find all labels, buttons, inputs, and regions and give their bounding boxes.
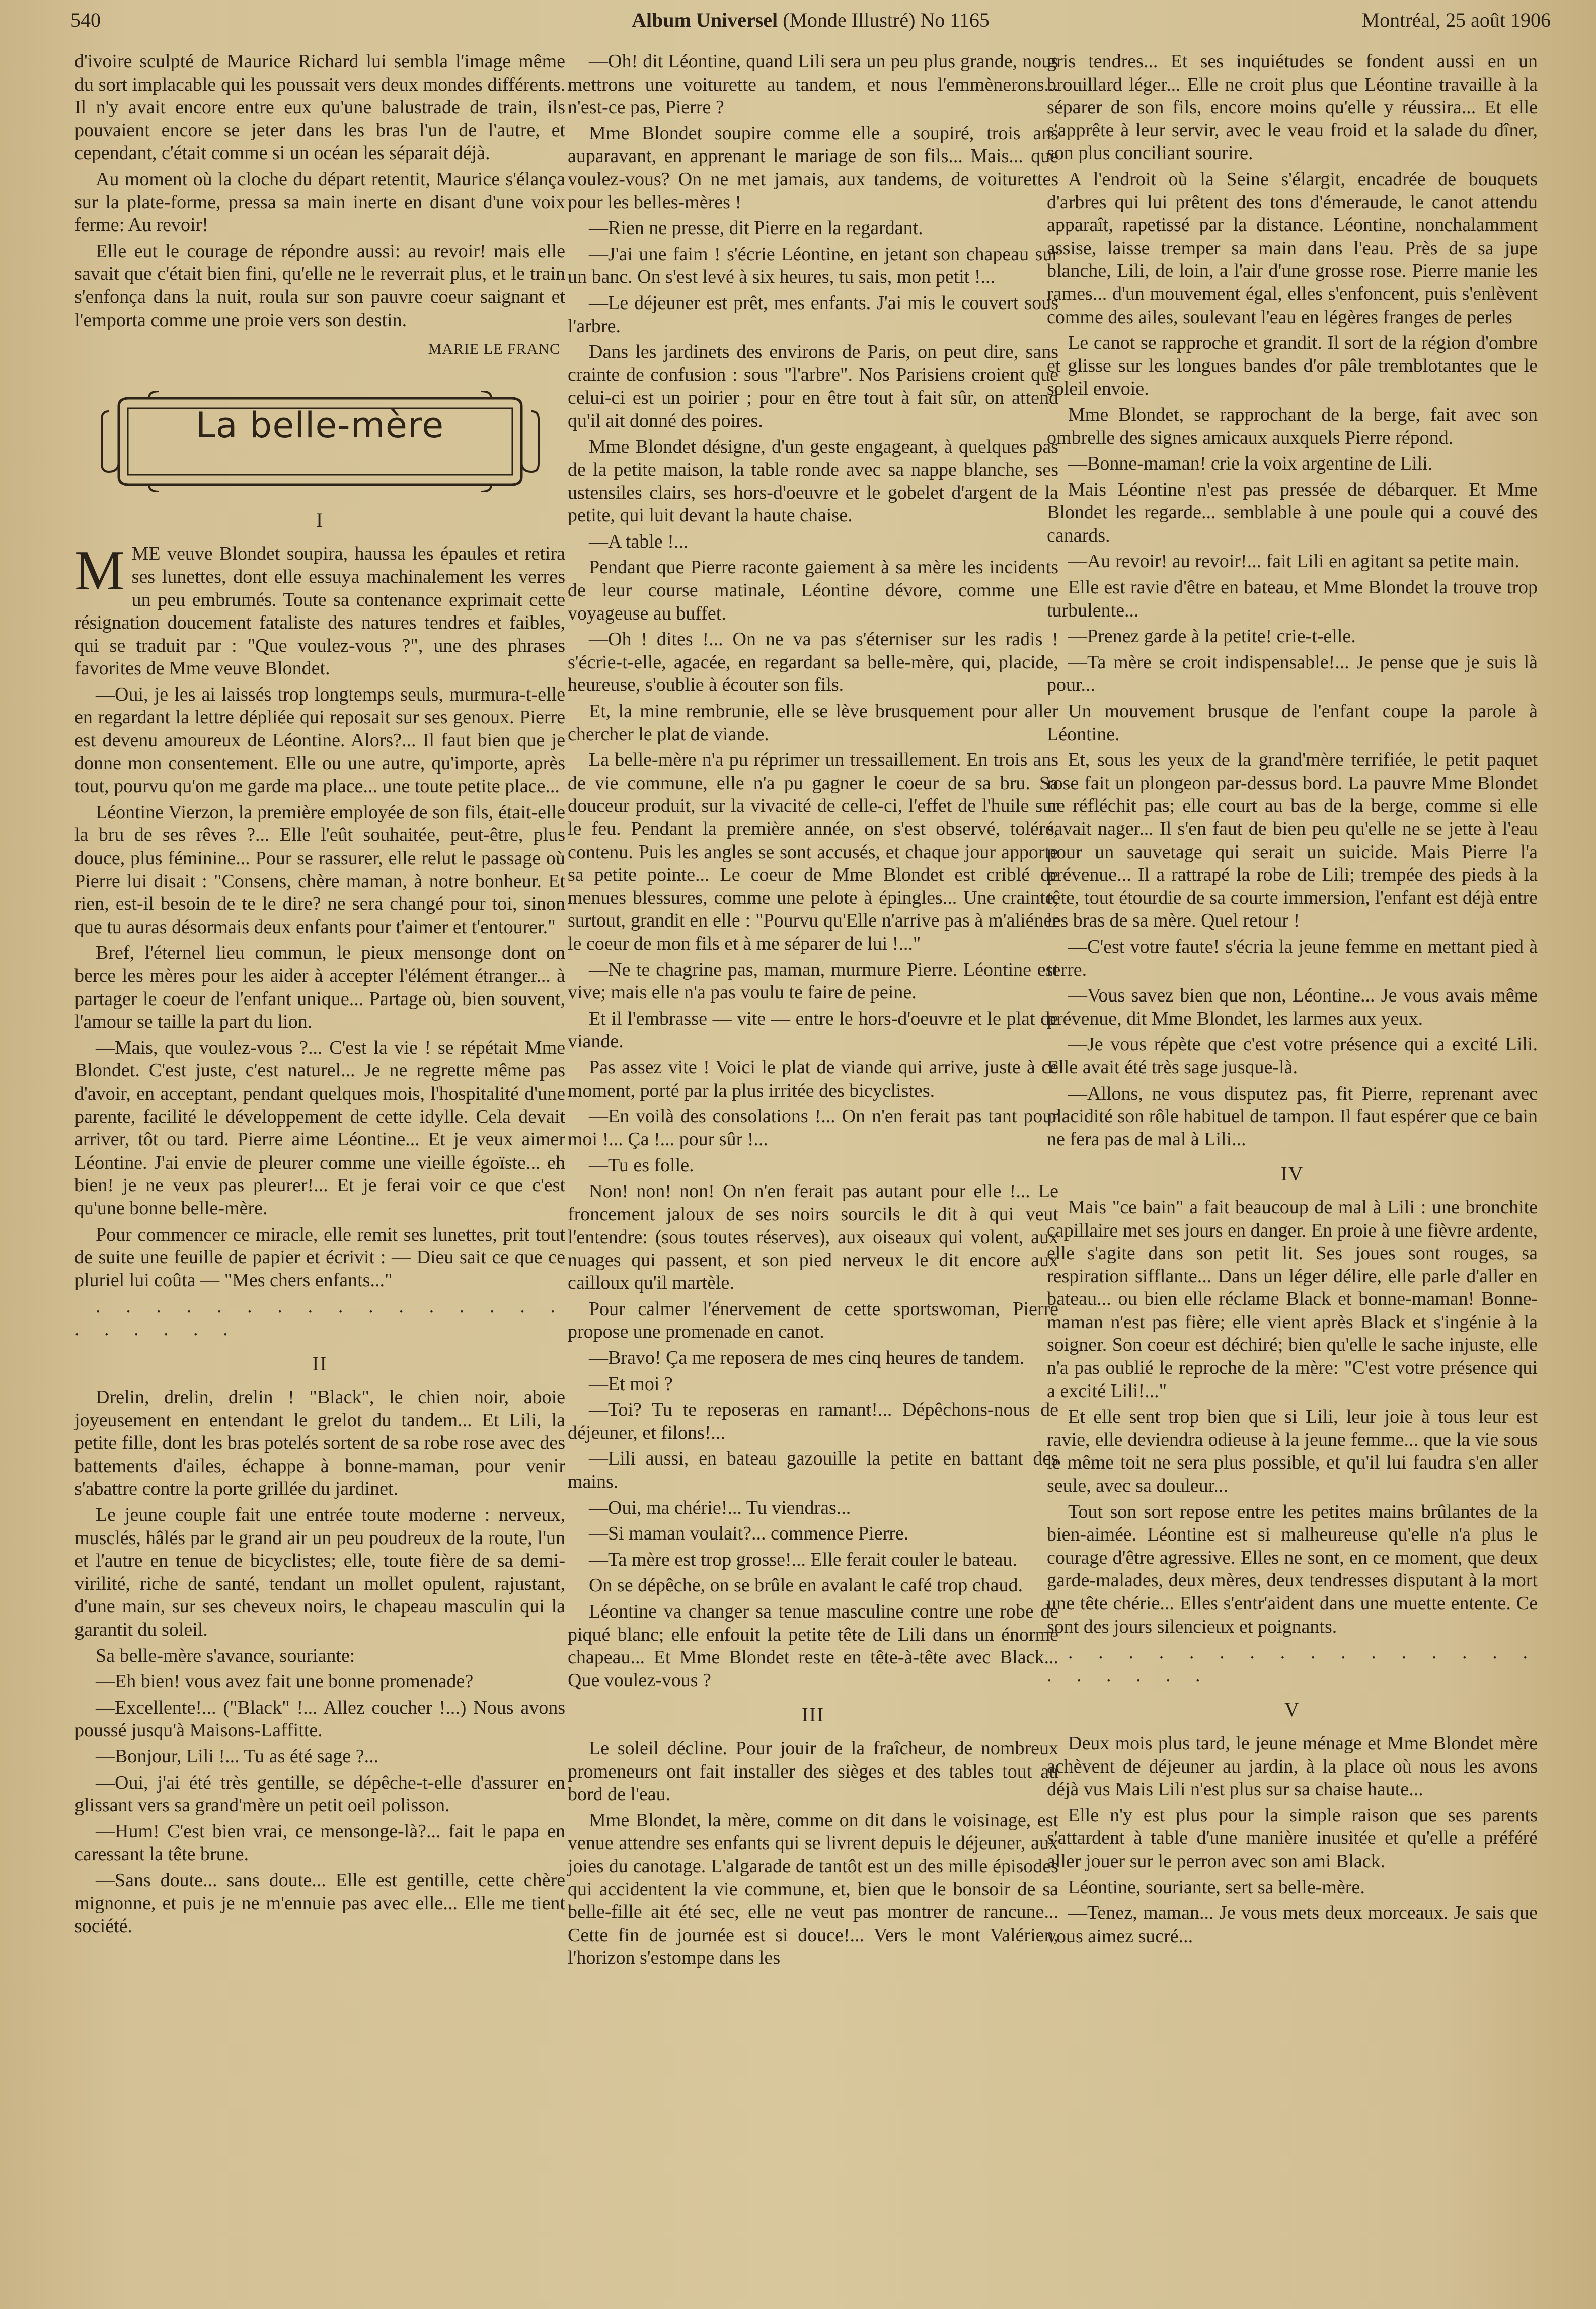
- paragraph: Dans les jardinets des environs de Paris, on peut dire, sans crainte de confusion : sous "l'arbre". Nos Parisiens croient que celui-ci est un poirier ; pour en être tout à fait sûr, on attend qu'il ait donné des poires.: [568, 341, 1058, 431]
- paragraph: A l'endroit où la Seine s'élargit, encadrée de bouquets d'arbres qui lui prêtent des tons d'émeraude, le canot attendu apparaît, rapetissé par la distance. Léontine, nonchalamment assise, laisse tremper sa main dans l'eau. Près de sa jupe blanche, Lili, de loin, a l'air d'une grosse rose. Pierre manie les rames... d'un mouvement égal, elles s'enfoncent, puis s'enlèvent comme des ailes, soulevant l'eau en légères franges de perles: [1047, 168, 1538, 328]
- paragraph: Mais "ce bain" a fait beaucoup de mal à Lili : une bronchite capillaire met ses jours en danger. En proie à une fièvre ardente, elle s'agite dans son petit lit. Ses joues sont rouges, sa respiration sifflante... Dans un léger délire, elle parle d'aller en bateau... ou bien elle réclame Black et bonne-maman! Bonne-maman n'est pas fière; elle vient après Black et s'ingénie à la soigner. Son coeur est déchiré; bien qu'elle le sache injuste, elle n'a pas oublié le reproche de la mère: "C'est votre présence qui a excité Lili!...": [1047, 1196, 1538, 1402]
- paragraph: Pour calmer l'énervement de cette sportswoman, Pierre propose une promenade en canot.: [568, 1298, 1058, 1343]
- publication-name: Album Universel: [632, 9, 778, 31]
- paragraph: —Mais, que voulez-vous ?... C'est la vie ! se répétait Mme Blondet. C'est juste, c'est naturel... Je ne regrette même pas d'avoir, en acceptant, pendant quelques mois, l'hospitalité d'une parente, facilité le développement de cette idylle. Cela devait arriver, tôt ou tard. Pierre aime Léontine... Et je veux aimer Léontine. J'ai envie de pleurer comme une vieille égoïste... eh bien! je ne veux pas pleurer!... Et je ferai voir ce que c'est qu'une bonne belle-mère.: [74, 1037, 565, 1219]
- section-heading: IV: [1280, 1162, 1304, 1185]
- paragraph: —Bravo! Ça me reposera de mes cinq heures de tandem.: [589, 1347, 1025, 1369]
- paragraph: —Eh bien! vous avez fait une bonne promenade?: [96, 1671, 474, 1692]
- paragraph: Mme Blondet, la mère, comme on dit dans le voisinage, est venue attendre ses enfants qui se livrent depuis le déjeuner, aux joies du canotage. L'algarade de tantôt est un des mille épisodes qui accidentent la vie commune, et, bien que le bonsoir de sa belle-fille ait été sec, elle ne veut pas montrer de rancune... Cette fin de journée est si douce!... Vers le mont Valérien, l'horizon s'estompe dans les: [568, 1809, 1058, 1969]
- paragraph: —Tenez, maman... Je vous mets deux morceaux. Je sais que vous aimez sucré...: [1047, 1902, 1538, 1947]
- paragraph: —Allons, ne vous disputez pas, fit Pierre, reprenant avec placidité son rôle habituel de tampon. Il faut espérer que ce bain ne fera pas de mal à Lili...: [1047, 1083, 1538, 1150]
- paragraph: Et il l'embrasse — vite — entre le hors-d'oeuvre et le plat de viande.: [568, 1008, 1058, 1052]
- paragraph: gris tendres... Et ses inquiétudes se fondent aussi en un brouillard léger... Elle ne croit plus que Léontine travaille à la séparer de son fils, encore moins qu'elle y réussira... Et elle s'apprête à leur servir, avec le veau froid et la salade du dîner, son plus conciliant sourire.: [1047, 51, 1538, 164]
- paragraph: —Oui, ma chérie!... Tu viendras...: [589, 1497, 851, 1518]
- paragraph: Pas assez vite ! Voici le plat de viande qui arrive, juste à ce moment, porté par la plus irritée des bicyclistes.: [568, 1056, 1058, 1101]
- paragraph: —Ta mère est trop grosse!... Elle ferait couler le bateau.: [589, 1549, 1017, 1570]
- paragraph: —Prenez garde à la petite! crie-t-elle.: [1068, 626, 1356, 647]
- paragraph: Mme Blondet soupire comme elle a soupiré, trois ans auparavant, en apprenant le mariage de son fils... Mais... que voulez-vous? On ne met jamais, aux tandems, de voiturettes pour les belles-mères !: [568, 122, 1058, 213]
- paragraph: —Le déjeuner est prêt, mes enfants. J'ai mis le couvert sous l'arbre.: [568, 292, 1058, 337]
- paragraph: —En voilà des consolations !... On n'en ferait pas tant pour moi !... Ça !... pour sûr !...: [568, 1106, 1058, 1150]
- paragraph: —Rien ne presse, dit Pierre en la regardant.: [589, 217, 923, 239]
- paragraph: Et elle sent trop bien que si Lili, leur joie à tous leur est ravie, elle deviendra odieuse à la jeune femme... que la vie sous le même toit ne sera plus possible, et qu'il lui faudra s'en aller seule, avec sa douleur...: [1047, 1406, 1538, 1497]
- paragraph: —Oui, je les ai laissés trop longtemps seuls, murmura-t-elle en regardant la lettre dépliée qui reposait sur ses genoux. Pierre est devenu amoureux de Léontine. Alors?... Il faut bien que je donne mon consentement. Elle ou une autre, qu'importe, après tout, pourvu qu'on me garde ma place... une toute petite place...: [74, 683, 565, 797]
- section-divider-dots: . . . . . . . . . . . . . . . . . . . . . .: [1047, 1642, 1538, 1686]
- author-signature: MARIE LE FRANC: [428, 341, 560, 358]
- paragraph: Mais Léontine n'est pas pressée de débarquer. Et Mme Blondet les regarde... semblable à une poule qui a couvé des canards.: [1047, 479, 1538, 546]
- paragraph: Mme Blondet, se rapprochant de la berge, fait avec son ombrelle des signes amicaux auxquels Pierre répond.: [1047, 404, 1538, 448]
- issue-number: No 1165: [920, 9, 990, 31]
- paragraph: Pendant que Pierre raconte gaiement à sa mère les incidents de leur course matinale, Léontine dévore, comme une voyageuse au buffet.: [568, 557, 1058, 624]
- paragraph: Pour commencer ce miracle, elle remit ses lunettes, prit tout de suite une feuille de papier et écrivit : — Dieu sait ce que ce pluriel lui coûta — "Mes chers enfants...": [74, 1223, 565, 1291]
- paragraph: Léontine, souriante, sert sa belle-mère.: [1068, 1876, 1365, 1898]
- column-1: [74, 50, 565, 1941]
- paragraph: Deux mois plus tard, le jeune ménage et Mme Blondet mère achèvent de déjeuner au jardin, à la place où nous les avons déjà vus Mais Lili n'est plus sur sa chaise haute...: [1047, 1732, 1538, 1800]
- publication-subtitle: (Monde Illustré): [783, 9, 916, 31]
- paragraph: —Tu es folle.: [589, 1154, 694, 1176]
- paragraph: —Au revoir! au revoir!... fait Lili en agitant sa petite main.: [1068, 551, 1519, 572]
- paragraph: Le soleil décline. Pour jouir de la fraîcheur, de nombreux promeneurs ont fait installer des sièges et des tables tout au bord de l'eau.: [568, 1737, 1058, 1805]
- paragraph: Bref, l'éternel lieu commun, le pieux mensonge dont on berce les mères pour les aider à accepter l'élément étranger... à partager le coeur de l'enfant unique... Partage où, bien souvent, l'amour se taille la part du lion.: [74, 942, 565, 1033]
- paragraph: —C'est votre faute! s'écria la jeune femme en mettant pied à terre.: [1047, 936, 1538, 980]
- paragraph: —Sans doute... sans doute... Elle est gentille, cette chère mignonne, et puis je ne m'ennuie pas avec elle... Elle me tient société.: [74, 1869, 565, 1937]
- section-heading: V: [1284, 1698, 1300, 1721]
- paragraph: d'ivoire sculpté de Maurice Richard lui sembla l'image même du sort implacable qui les poussait vers deux mondes différents. Il n'y avait encore entre eux qu'une balustrade de train, ils pouvaient encore se jeter dans les bras l'un de l'autre, et cependant, c'était comme si un océan les séparait déjà.: [74, 51, 565, 164]
- paragraph: —Oui, j'ai été très gentille, se dépêche-t-elle d'assurer en glissant vers sa grand'mère un petit oeil polisson.: [74, 1772, 565, 1816]
- paragraph: Elle n'y est plus pour la simple raison que ses parents s'attardent à table d'une manière inusitée et qu'elle a préféré aller jouer sur le perron avec son ami Black.: [1047, 1804, 1538, 1872]
- paragraph: —Si maman voulait?... commence Pierre.: [589, 1523, 909, 1545]
- issue-date: Montréal, 25 août 1906: [1361, 9, 1551, 31]
- paragraph: Et, sous les yeux de la grand'mère terrifiée, le petit paquet rose fait un plongeon par-dessus bord. La pauvre Mme Blondet ne réfléchit pas; elle court au bas de la berge, comme si elle savait nager... Il s'en faut de bien peu qu'elle ne se jette à l'eau pour un sauvetage qui serait un suicide. Mais Pierre l'a prévenue... Il a rattrapé la robe de Lili; trempée des pieds à la tête, tout étourdie de sa courte immersion, l'enfant est déjà entre les bras de sa mère. Quel retour !: [1047, 749, 1538, 932]
- column-3: [1047, 50, 1538, 1951]
- paragraph: Tout son sort repose entre les petites mains brûlantes de la bien-aimée. Léontine est si malheureuse qu'elle n'a plus le courage d'être agressive. Elles ne sont, en ce moment, que deux garde-malades, deux mères, deux tendresses disputant à la mort une tête chérie... Elles s'entr'aident dans une muette entente. Ce sont des jours silencieux et poignants.: [1047, 1501, 1538, 1637]
- paragraph: Le canot se rapproche et grandit. Il sort de la région d'ombre et glisse sur les longues bandes d'or pâle tremblotantes que le soleil envoie.: [1047, 332, 1538, 400]
- paragraph: Au moment où la cloche du départ retentit, Maurice s'élança sur la plate-forme, pressa sa main inerte en disant d'une voix ferme: Au revoir!: [74, 168, 565, 236]
- paragraph: Un mouvement brusque de l'enfant coupe la parole à Léontine.: [1047, 701, 1538, 745]
- column-2: [568, 50, 1058, 1973]
- paragraph: —Oh! dit Léontine, quand Lili sera un peu plus grande, nous mettrons une voiturette au tandem, et nous l'emmènerons... n'est-ce pas, Pierre ?: [568, 51, 1058, 118]
- paragraph: —Ne te chagrine pas, maman, murmure Pierre. Léontine est vive; mais elle n'a pas voulu te faire de peine.: [568, 959, 1058, 1004]
- paragraph: Léontine va changer sa tenue masculine contre une robe de piqué blanc; elle enfouit la petite tête de Lili dans un énorme chapeau... Et Mme Blondet reste en tête-à-tête avec Black... Que voulez-vous ?: [568, 1601, 1058, 1691]
- paragraph: —Hum! C'est bien vrai, ce mensonge-là?... fait le papa en caressant la tête brune.: [74, 1820, 565, 1865]
- drop-cap: M: [74, 540, 125, 602]
- story-title-frame: [99, 391, 542, 492]
- paragraph: On se dépêche, on se brûle en avalant le café trop chaud.: [589, 1575, 1023, 1596]
- story-title: La belle-mère: [195, 404, 444, 446]
- paragraph: —Excellente!... ("Black" !... Allez coucher !...) Nous avons poussé jusqu'à Maisons-Laffitte.: [74, 1697, 565, 1741]
- paragraph: —Bonne-maman! crie la voix argentine de Lili.: [1068, 453, 1433, 475]
- paragraph: Léontine Vierzon, la première employée de son fils, était-elle la bru de ses rêves ?... Elle l'eût souhaitée, peut-être, plus douce, plus féminine... Pour se rassurer, elle relut le passage où Pierre lui disait : "Consens, chère maman, à notre bonheur. Et rien, est-il besoin de te le dire? ne sera changé pour toi, sinon que tu auras désormais deux enfants pour t'aimer et t'entourer.": [74, 801, 565, 938]
- paragraph: Sa belle-mère s'avance, souriante:: [96, 1645, 355, 1666]
- paragraph: La belle-mère n'a pu réprimer un tressaillement. En trois ans de vie commune, elle n'a pu gagner le coeur de sa bru. Sa douceur produit, sur la vivacité de celle-ci, l'effet de l'huile sur le feu. Pendant la première année, on s'est observé, toléré, contenu. Puis les angles se sont accusés, et chaque jour apporte sa petite pointe... Le coeur de Mme Blondet est criblé de menues blessures, comme une pelote à épingles... Une crainte, surtout, grandit en elle : "Pourvu qu'Elle n'arrive pas à m'aliéner le coeur de mon fils et à me séparer de lui !...": [568, 749, 1058, 954]
- paragraph: —Oh ! dites !... On ne va pas s'éterniser sur les radis ! s'écrie-t-elle, agacée, en regardant sa belle-mère, qui, placide, heureuse, s'oublie à écouter son fils.: [568, 629, 1058, 696]
- paragraph-with-dropcap: [74, 540, 565, 680]
- paragraph: —Bonjour, Lili !... Tu as été sage ?...: [96, 1746, 379, 1767]
- paragraph: —Je vous répète que c'est votre présence qui a excité Lili. Elle avait été très sage jusque-là.: [1047, 1034, 1538, 1078]
- paragraph: —Ta mère se croit indispensable!... Je pense que je suis là pour...: [1047, 651, 1538, 696]
- paragraph: Le jeune couple fait une entrée toute moderne : nerveux, musclés, hâlés par le grand air un peu poudreux de la route, l'un et l'autre en tenue de bicyclistes; elle, toute fière de sa demi-virilité, riche de santé, tendant un mollet opulent, rajustant, d'une main, sur ses cheveux noirs, le chapeau masculin qui la garantit du soleil.: [74, 1504, 565, 1641]
- section-heading: II: [312, 1352, 328, 1375]
- paragraph: Elle eut le courage de répondre aussi: au revoir! mais elle savait que c'était bien fini, qu'elle ne le reverrait plus, et le train s'enfonça dans la nuit, roula sur son pauvre coeur saignant et l'emporta comme une proie vers son destin.: [74, 240, 565, 331]
- paragraph: Mme Blondet désigne, d'un geste engageant, à quelques pas de la petite maison, la table ronde avec sa nappe blanche, ses ustensiles clairs, ses hors-d'oeuvre et le gobelet d'argent de la petite, qui luit devant la haute chaise.: [568, 436, 1058, 526]
- paragraph-text: ME veuve Blondet soupira, haussa les épaules et retira ses lunettes, dont elle essuya machinalement les verres un peu embrumés. Toute sa contenance exprimait cette résignation doucement fataliste des natures tendres et faibles, qui se traduit par : "Que voulez-vous ?", une des phrases favorites de Mme veuve Blondet.: [74, 543, 565, 679]
- paragraph: —Lili aussi, en bateau gazouille la petite en battant des mains.: [568, 1448, 1058, 1493]
- paragraph: —Vous savez bien que non, Léontine... Je vous avais même prévenue, dit Mme Blondet, les larmes aux yeux.: [1047, 985, 1538, 1029]
- page-number: 540: [70, 9, 101, 31]
- paragraph: —A table !...: [589, 530, 689, 552]
- paragraph: Non! non! non! On n'en ferait pas autant pour elle !... Le froncement jaloux de ses noirs sourcils le dit à qui veut l'entendre: (sous toutes réserves), aux oiseaux qui volent, aux nuages qui passent, et son pied nerveux le dit encore aux cailloux qu'il martèle.: [568, 1180, 1058, 1294]
- page-header: [70, 0, 1551, 50]
- paragraph: Et, la mine rembrunie, elle se lève brusquement pour aller chercher le plat de viande.: [568, 701, 1058, 745]
- paragraph: —Et moi ?: [589, 1373, 673, 1395]
- section-heading: III: [801, 1703, 825, 1726]
- paragraph: —J'ai une faim ! s'écrie Léontine, en jetant son chapeau sur un banc. On s'est levé à six heures, tu sais, mon petit !...: [568, 243, 1058, 288]
- section-divider-dots: . . . . . . . . . . . . . . . . . . . . . .: [74, 1295, 565, 1340]
- paragraph: Drelin, drelin, drelin ! "Black", le chien noir, aboie joyeusement en entendant le grelot du tandem... Et Lili, la petite fille, dont les bras potelés sortent de sa robe rose avec des battements d'ailes, échappe à bonne-maman, pour venir s'abattre contre la porte grillée du jardinet.: [74, 1387, 565, 1500]
- masthead: [70, 0, 1551, 40]
- paragraph: Elle est ravie d'être en bateau, et Mme Blondet la trouve trop turbulente...: [1047, 577, 1538, 621]
- section-heading: I: [316, 508, 324, 531]
- paragraph: —Toi? Tu te reposeras en ramant!... Dépêchons-nous de déjeuner, et filons!...: [568, 1399, 1058, 1443]
